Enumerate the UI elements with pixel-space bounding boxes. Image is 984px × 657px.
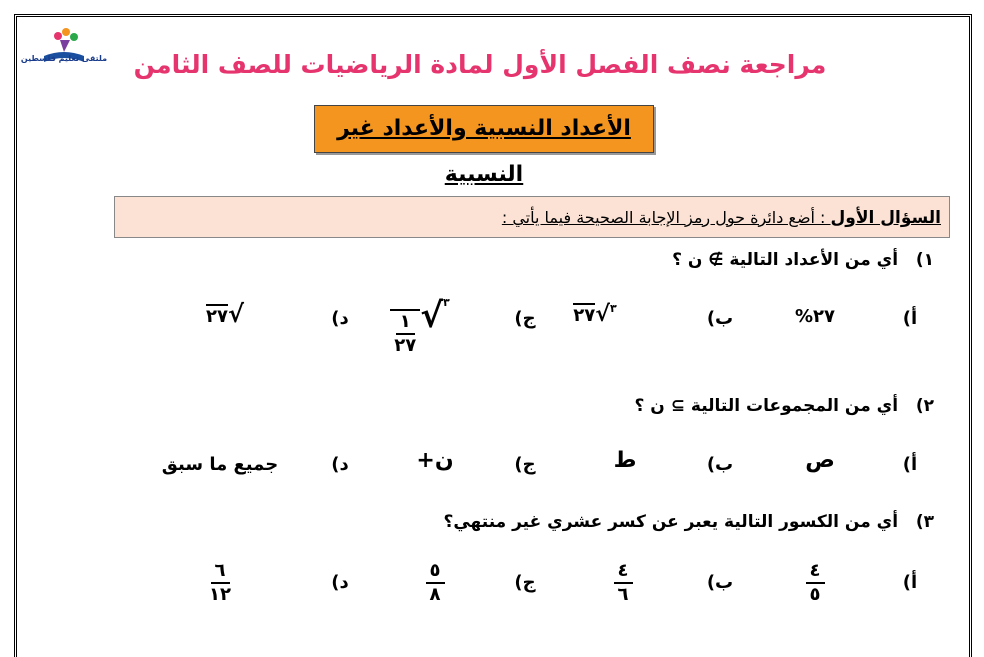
question-3: [134, 512, 934, 532]
question-text: أي من الكسور التالية يعبر عن كسر عشري غير منتهي؟: [443, 512, 899, 532]
option-letter: ب): [706, 572, 734, 593]
page-subtitle: الأعداد النسبية والأعداد غير النسبية: [314, 105, 654, 153]
question-text: أي من الأعداد التالية ∌ ﻥ ؟: [672, 250, 899, 270]
cube-root-fraction: $^٣$√ $\frac{١}{٢٧}$: [385, 296, 455, 357]
fraction-6-12: $\frac{٦}{١٢}$: [209, 560, 231, 605]
question-text: أي من المجموعات التالية ⊇ ﻥ ؟: [634, 396, 899, 416]
option-letter: أ): [902, 572, 918, 593]
question-number: ٢): [915, 396, 934, 416]
option-value: جميع ما سبق: [161, 454, 279, 475]
section-instruction: : أضع دائرة حول رمز الإجابة الصحيحة فيما يأتي :: [501, 208, 831, 227]
question-2: [134, 396, 934, 416]
square-root-27: √٢٧: [206, 300, 244, 328]
cube-root-27: $^٣$√٢٧: [573, 302, 617, 327]
question-number: ٣): [915, 512, 934, 532]
option-value: ص: [805, 448, 835, 473]
section-label: السؤال الأول: [830, 208, 941, 228]
fraction-5-8: $\frac{٥}{٨}$: [410, 560, 460, 606]
logo-icon: [14, 22, 114, 72]
question-1: [134, 250, 934, 270]
option-letter: أ): [902, 308, 918, 329]
option-letter: د): [331, 308, 349, 329]
option-letter: د): [331, 572, 349, 593]
option-letter: ج): [514, 308, 536, 329]
option-value: ٢٧%: [794, 306, 836, 327]
section-header: [114, 196, 950, 238]
fraction-4-6: $\frac{٤}{٦}$: [598, 560, 648, 606]
fraction-4-5: $\frac{٤}{٥}$: [790, 560, 840, 606]
logo-text: ملتقى تعليم فلسطين: [20, 54, 108, 63]
option-letter: ج): [514, 454, 536, 475]
option-value: ط: [613, 448, 637, 473]
option-letter: ب): [706, 308, 734, 329]
question-number: ١): [915, 250, 934, 270]
option-value: ﻥ+: [416, 448, 454, 473]
option-letter: ج): [514, 572, 536, 593]
option-letter: ب): [706, 454, 734, 475]
option-letter: أ): [902, 454, 918, 475]
option-letter: د): [331, 454, 349, 475]
page-title: مراجعة نصف الفصل الأول لمادة الرياضيات للصف الثامن: [133, 50, 827, 79]
